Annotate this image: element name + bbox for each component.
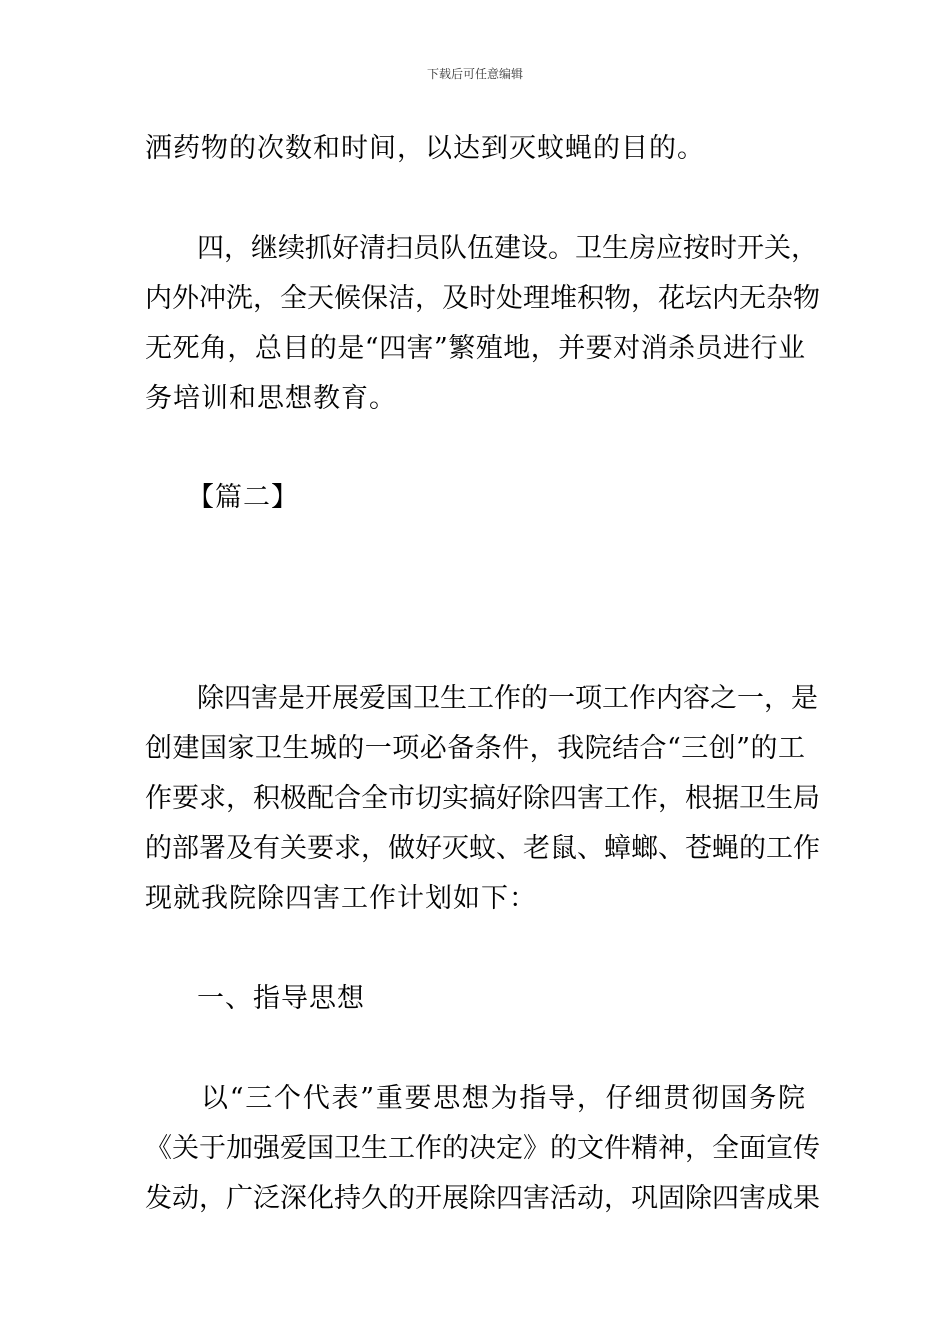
paragraph-line: 洒药物的次数和时间，以达到灭蚊蝇的目的。 xyxy=(145,133,705,164)
paragraph-line: 务培训和思想教育。 xyxy=(145,383,397,414)
paragraph-line: 的部署及有关要求，做好灭蚊、老鼠、蟑螂、苍蝇的工作 xyxy=(145,833,820,864)
paragraph-line: 无死角，总目的是“四害”繁殖地，并要对消杀员进行业 xyxy=(145,333,805,364)
section-heading: 【篇二】 xyxy=(187,482,299,513)
paragraph-line: 四，继续抓好清扫员队伍建设。卫生房应按时开关， xyxy=(197,233,818,264)
paragraph-line: 现就我院除四害工作计划如下： xyxy=(145,883,537,914)
paragraph-line: 除四害是开展爱国卫生工作的一项工作内容之一，是 xyxy=(197,683,818,714)
paragraph-line: 发动，广泛深化持久的开展除四害活动，巩固除四害成果 xyxy=(145,1183,820,1214)
subsection-heading: 一、指导思想 xyxy=(197,983,365,1014)
paragraph-line: 《关于加强爱国卫生工作的决定》的文件精神，全面宣传 xyxy=(145,1133,820,1164)
paragraph-line: 以“三个代表”重要思想为指导，仔细贯彻国务院 xyxy=(201,1083,805,1114)
page-header-note: 下载后可任意编辑 xyxy=(426,67,523,81)
paragraph-line: 作要求，积极配合全市切实搞好除四害工作，根据卫生局 xyxy=(145,783,820,814)
paragraph-line: 内外冲洗，全天候保洁，及时处理堆积物，花坛内无杂物 xyxy=(145,283,820,314)
paragraph-line: 创建国家卫生城的一项必备条件，我院结合“三创”的工 xyxy=(145,733,805,764)
